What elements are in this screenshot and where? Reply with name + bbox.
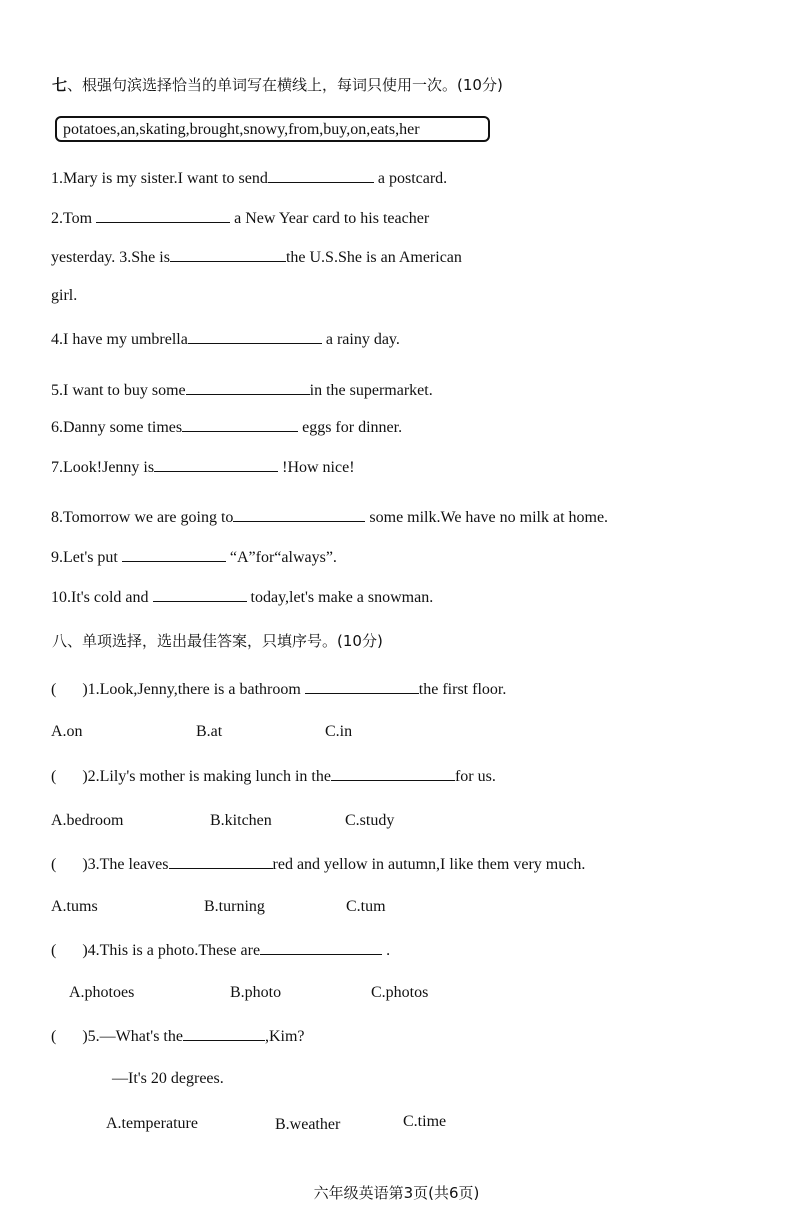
fill-question-3-continued: girl. <box>51 287 78 304</box>
mc-option-1b: B.at <box>196 723 223 740</box>
answer-blank[interactable] <box>170 247 286 262</box>
mc-option-3a: A.tums <box>51 898 98 915</box>
fill-question-7: 7.Look!Jenny is !How nice! <box>51 459 355 476</box>
answer-blank[interactable] <box>154 457 278 472</box>
mc-option-2c: C.study <box>345 812 395 829</box>
answer-blank[interactable] <box>182 417 298 432</box>
section-7-number: 七 <box>52 76 68 94</box>
mc-option-1c: C.in <box>325 723 353 740</box>
answer-blank[interactable] <box>122 547 226 562</box>
answer-blank[interactable] <box>268 168 374 183</box>
mc-question-4: ( )4.This is a photo.These are . <box>51 942 391 959</box>
fill-question-9: 9.Let's put “A”for“always”. <box>51 549 337 566</box>
fill-question-1: 1.Mary is my sister.I want to send a postcard. <box>51 170 448 187</box>
mc-option-3c: C.tum <box>346 898 386 915</box>
page-footer: 六年级英语第3页(共6页) <box>313 1184 480 1202</box>
section-8-number: 八 <box>52 632 68 650</box>
mc-option-5a: A.temperature <box>106 1115 198 1132</box>
answer-blank <box>305 679 419 694</box>
answer-blank <box>331 766 455 781</box>
answer-blank[interactable] <box>96 208 230 223</box>
mc-option-4c: C.photos <box>371 984 429 1001</box>
fill-question-6: 6.Danny some times eggs for dinner. <box>51 419 403 436</box>
mc-question-1: ( )1.Look,Jenny,there is a bathroom the first floor. <box>51 681 507 698</box>
fill-question-3: yesterday. 3.She is the U.S.She is an American <box>51 249 462 266</box>
fill-question-8: 8.Tomorrow we are going to some milk.We have no milk at home. <box>51 509 609 526</box>
mc-option-1a: A.on <box>51 723 83 740</box>
section-8-instructions: 、单项选择，选出最佳答案，只填序号。(10分) <box>67 632 383 650</box>
mc-question-3: ( )3.The leaves red and yellow in autumn,I like them very much. <box>51 856 586 873</box>
fill-question-2: 2.Tom a New Year card to his teacher <box>51 210 430 227</box>
mc-option-4a: A.photoes <box>69 984 135 1001</box>
answer-blank[interactable] <box>153 587 247 602</box>
fill-question-5: 5.I want to buy some in the supermarket. <box>51 382 433 399</box>
mc-question-5-reply: —It's 20 degrees. <box>112 1070 224 1087</box>
mc-option-3b: B.turning <box>204 898 265 915</box>
word-bank: potatoes,an,skating,brought,snowy,from,buy,on,eats,her <box>55 116 490 142</box>
fill-question-10: 10.It's cold and today,let's make a snowman. <box>51 589 434 606</box>
section-7-instructions: 、根强句滨选择恰当的单词写在横线上，每词只使用一次。(10分) <box>67 76 503 94</box>
mc-option-4b: B.photo <box>230 984 282 1001</box>
answer-blank[interactable] <box>186 380 310 395</box>
fill-question-4: 4.I have my umbrella a rainy day. <box>51 331 400 348</box>
mc-option-2a: A.bedroom <box>51 812 124 829</box>
section-7-heading <box>52 75 503 95</box>
answer-blank[interactable] <box>233 507 365 522</box>
mc-question-5: ( )5.—What's the ,Kim? <box>51 1028 305 1045</box>
mc-option-5c: C.time <box>403 1113 447 1130</box>
section-8-heading <box>52 631 383 651</box>
answer-blank <box>169 854 273 869</box>
answer-blank <box>260 940 382 955</box>
answer-blank[interactable] <box>188 329 322 344</box>
mc-question-2: ( )2.Lily's mother is making lunch in the for us. <box>51 768 496 785</box>
mc-option-5b: B.weather <box>275 1116 341 1133</box>
mc-option-2b: B.kitchen <box>210 812 272 829</box>
answer-blank <box>183 1026 265 1041</box>
